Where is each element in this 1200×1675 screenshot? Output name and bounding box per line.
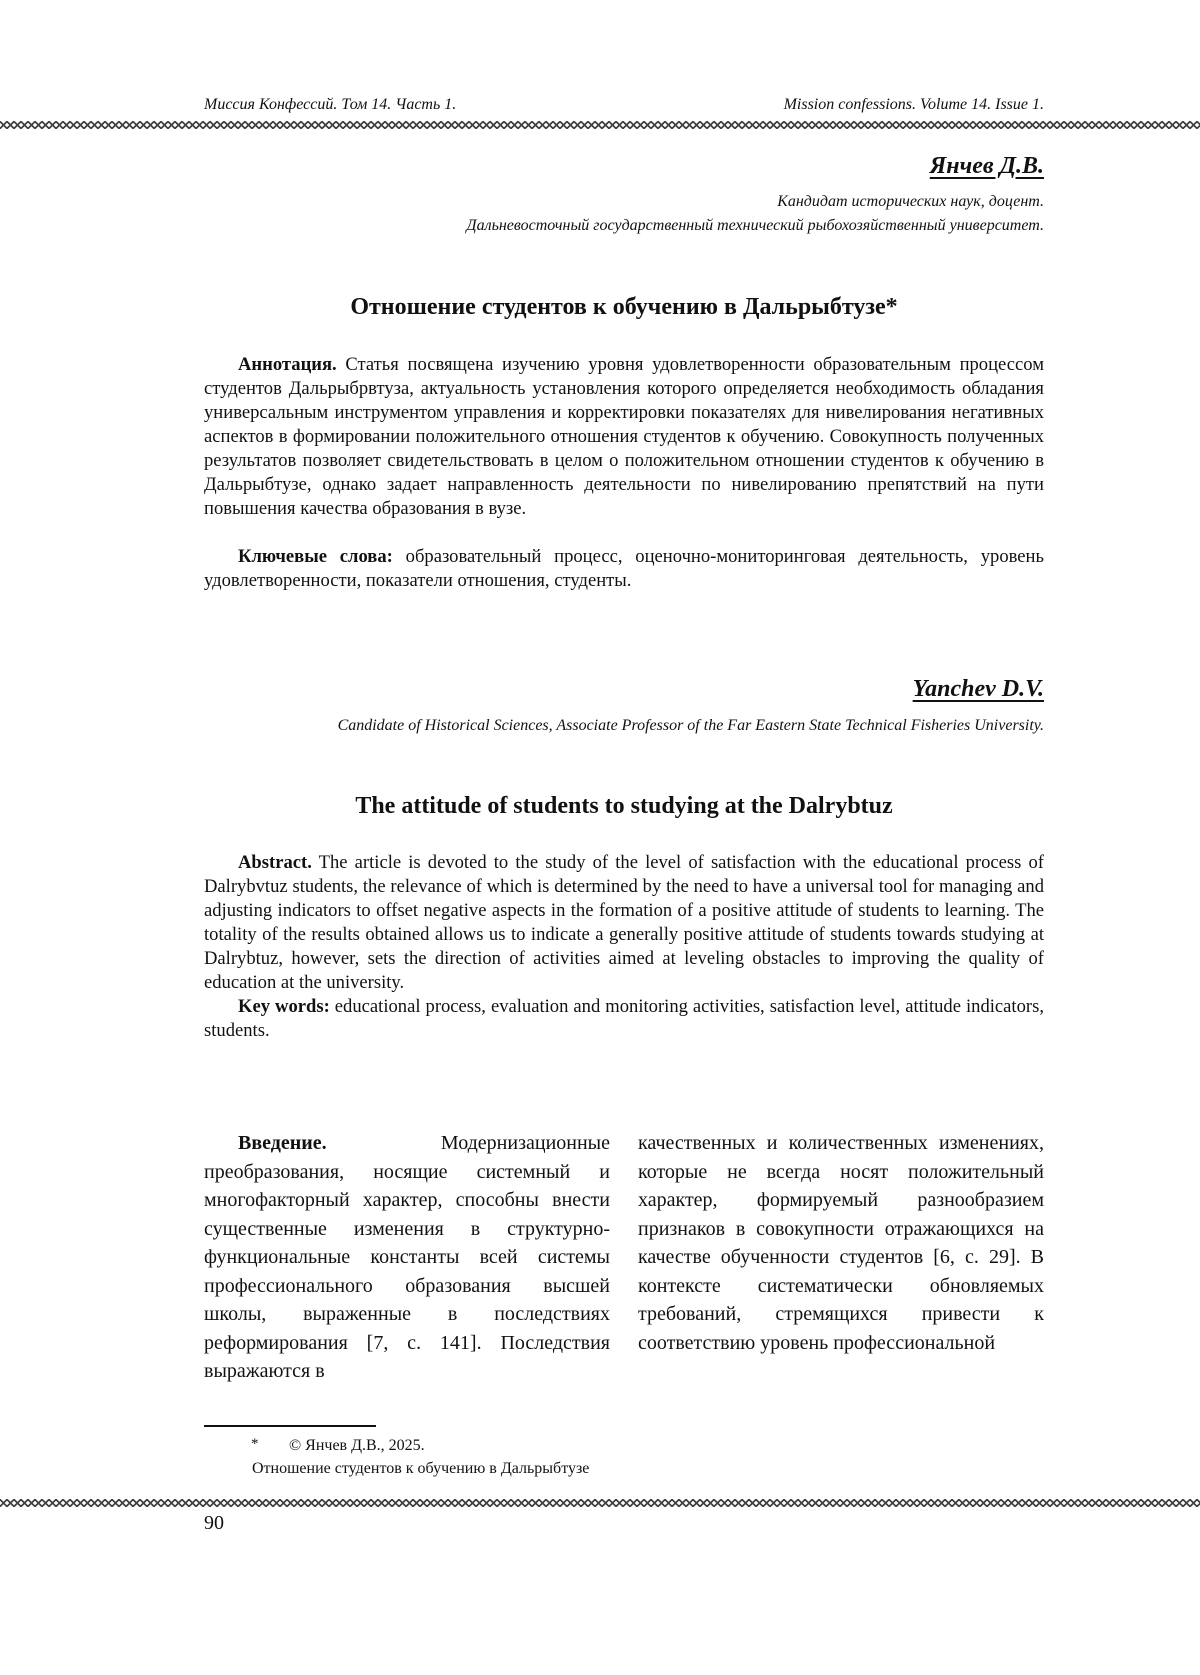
ru-author-name: Янчев Д.В. bbox=[929, 153, 1044, 179]
intro-label: Введение. bbox=[238, 1132, 327, 1154]
en-author-affiliation: Candidate of Historical Sciences, Associate Professor of the Far Eastern State Technical Fisheries University. bbox=[337, 717, 1044, 734]
footnote-title: Отношение студентов к обучению в Дальрыбтузе bbox=[252, 1460, 590, 1477]
body-left-text: Модернизационные преобразования, носящие системный и многофакторный характер, способны внести существенные изменения в структурно-функциональные константы всей системы профессионального образования высшей школы, выраженные в последствиях реформирования [7, с. 141]. Последствия выражаются в bbox=[204, 1132, 610, 1382]
body-column-left bbox=[204, 1129, 610, 1386]
footer-ornament-divider bbox=[0, 1499, 1200, 1507]
ru-abstract bbox=[204, 353, 1044, 521]
footnote-copyright: © Янчев Д.В., 2025. bbox=[289, 1437, 425, 1454]
en-keywords bbox=[204, 995, 1044, 1043]
running-header-right: Mission confessions. Volume 14. Issue 1. bbox=[783, 96, 1044, 113]
ru-keywords-text: образовательный процесс, оценочно-мониторинговая деятельность, уровень удовлетворенности, показатели отношения, студенты. bbox=[204, 546, 1044, 591]
en-abstract bbox=[204, 851, 1044, 995]
en-author-name: Yanchev D.V. bbox=[912, 676, 1044, 702]
ru-keywords-label: Ключевые слова: bbox=[238, 546, 393, 567]
en-keywords-label: Key words: bbox=[238, 996, 330, 1017]
ru-abstract-label: Аннотация. bbox=[238, 354, 337, 375]
footnote-mark: * bbox=[251, 1436, 259, 1452]
ru-article-title: Отношение студентов к обучению в Дальрыбтузе* bbox=[350, 294, 898, 320]
running-header-left: Миссия Конфессий. Том 14. Часть 1. bbox=[204, 96, 457, 113]
page-number: 90 bbox=[204, 1512, 224, 1534]
ru-author-university: Дальневосточный государственный технический рыбохозяйственный университет. bbox=[466, 217, 1044, 234]
ru-abstract-text: Статья посвящена изучению уровня удовлетворенности образовательным процессом студентов Дальрыбрвтуза, актуальность установления которого определяется необходимость обладания универсальным инструментом управления и корректировки показателях для нивелирования негативных аспектов в формировании положительного отношения студентов к обучению. Совокупность полученных результатов позволяет свидетельствовать в целом о положительном отношении студентов к обучению в Дальрыбтузе, однако задает направленность деятельности по нивелированию препятствий на пути повышения качества образования в вузе. bbox=[204, 354, 1044, 519]
footnote-rule bbox=[204, 1425, 376, 1427]
header-ornament-divider bbox=[0, 121, 1200, 129]
en-abstract-text: The article is devoted to the study of the level of satisfaction with the educational process of Dalrybvtuz students, the relevance of which is determined by the need to have a universal tool for managing and adjusting indicators to offset negative aspects in the formation of a positive attitude of students to learning. The totality of the results obtained allows us to indicate a generally positive attitude of students towards studying at Dalrybtuz, however, sets the direction of activities aimed at leveling obstacles to improving the quality of education at the university. bbox=[204, 852, 1044, 993]
ru-keywords bbox=[204, 545, 1044, 593]
en-abstract-label: Abstract. bbox=[238, 852, 312, 873]
body-column-right: качественных и количественных изменениях, которые не всегда носят положительный характер, формируемый разнообразием признаков в совокупности отражающихся на качестве обученности студентов [6, с. 29]. В контексте систематически обновляемых требований, стремящихся привести к соответствию уровень профессиональной bbox=[638, 1132, 1044, 1354]
ru-author-degree: Кандидат исторических наук, доцент. bbox=[777, 193, 1044, 210]
en-article-title: The attitude of students to studying at the Dalrybtuz bbox=[355, 793, 893, 819]
en-keywords-text: educational process, evaluation and monitoring activities, satisfaction level, attitude indicators, students. bbox=[204, 996, 1044, 1041]
